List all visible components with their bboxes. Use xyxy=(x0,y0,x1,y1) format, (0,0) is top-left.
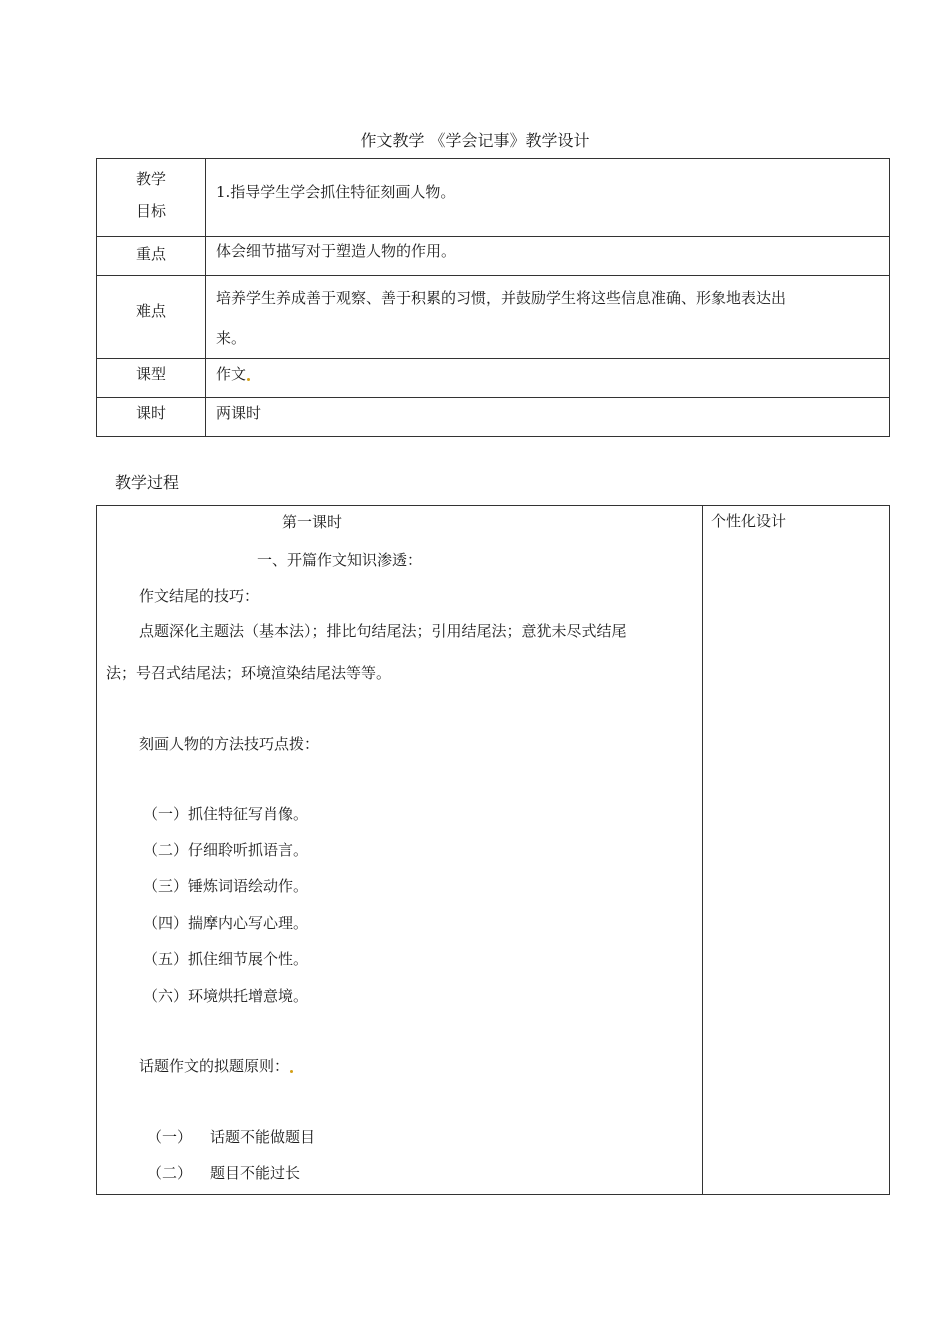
portrait-heading: 刻画人物的方法技巧点拨： xyxy=(139,735,320,753)
hours-label-cell xyxy=(97,398,206,437)
method-item-1: （一）抓住特征写肖像。 xyxy=(143,805,309,823)
topic-rule-2-text: 题目不能过长 xyxy=(210,1164,301,1182)
focus-value: 体会细节描写对于塑造人物的作用。 xyxy=(216,242,457,260)
lesson-title: 第一课时 xyxy=(282,513,343,531)
goal-label-line2: 目标 xyxy=(135,202,166,220)
goal-label-cell xyxy=(97,159,206,237)
hours-value-cell xyxy=(206,398,890,437)
ending-heading: 作文结尾的技巧： xyxy=(139,587,260,605)
teaching-process-table xyxy=(96,505,890,1195)
goal-value: 1.指导学生学会抓住特征刻画人物。 xyxy=(216,183,456,201)
method-item-2: （二）仔细聆听抓语言。 xyxy=(143,841,309,859)
ending-line1: 点题深化主题法（基本法）；排比句结尾法；引用结尾法；意犹未尽式结尾 xyxy=(139,622,627,640)
method-item-3: （三）锤炼词语绘动作。 xyxy=(143,877,309,895)
document-title: 作文教学 《学会记事》教学设计 xyxy=(360,131,590,150)
row-focus xyxy=(97,237,890,276)
edit-mark-icon xyxy=(290,1070,293,1073)
topic-rule-1 xyxy=(147,1126,315,1147)
topic-rule-2-num: （二） xyxy=(147,1164,193,1182)
method-item-5: （五）抓住细节展个性。 xyxy=(143,950,309,968)
focus-label: 重点 xyxy=(135,245,166,263)
process-main-cell xyxy=(97,506,703,1195)
type-value-cell xyxy=(206,359,890,398)
lesson-info-table xyxy=(96,158,890,437)
topic-rule-1-text: 话题不能做题目 xyxy=(210,1128,316,1146)
difficulty-label: 难点 xyxy=(135,302,166,320)
type-label: 课型 xyxy=(135,365,166,383)
process-row xyxy=(97,506,890,1195)
topic-heading: 话题作文的拟题原则： xyxy=(139,1055,294,1076)
personalized-design-cell xyxy=(703,506,890,1195)
part1-heading: 一、开篇作文知识渗透： xyxy=(257,551,423,569)
goal-label-line1: 教学 xyxy=(135,170,166,188)
row-difficulty xyxy=(97,276,890,359)
hours-value: 两课时 xyxy=(216,404,262,422)
focus-label-cell xyxy=(97,237,206,276)
ending-line2: 法；号召式结尾法；环境渲染结尾法等等。 xyxy=(106,664,392,682)
difficulty-label-cell xyxy=(97,276,206,359)
focus-value-cell xyxy=(206,237,890,276)
difficulty-value-line1: 培养学生养成善于观察、善于积累的习惯，并鼓励学生将这些信息准确、形象地表达出 xyxy=(216,289,787,307)
row-type xyxy=(97,359,890,398)
topic-rule-2 xyxy=(147,1162,300,1183)
hours-label: 课时 xyxy=(135,404,166,422)
method-item-4: （四）揣摩内心写心理。 xyxy=(143,914,309,932)
side-header: 个性化设计 xyxy=(711,512,787,530)
type-label-cell xyxy=(97,359,206,398)
difficulty-value-line2: 来。 xyxy=(216,329,247,347)
topic-rule-1-num: （一） xyxy=(147,1128,193,1146)
row-goal xyxy=(97,159,890,237)
edit-mark-icon xyxy=(247,378,250,381)
section-title: 教学过程 xyxy=(115,473,180,492)
row-hours xyxy=(97,398,890,437)
goal-value-cell xyxy=(206,159,890,237)
difficulty-value-cell xyxy=(206,276,890,359)
type-value: 作文 xyxy=(216,365,247,383)
method-item-6: （六）环境烘托增意境。 xyxy=(143,987,309,1005)
